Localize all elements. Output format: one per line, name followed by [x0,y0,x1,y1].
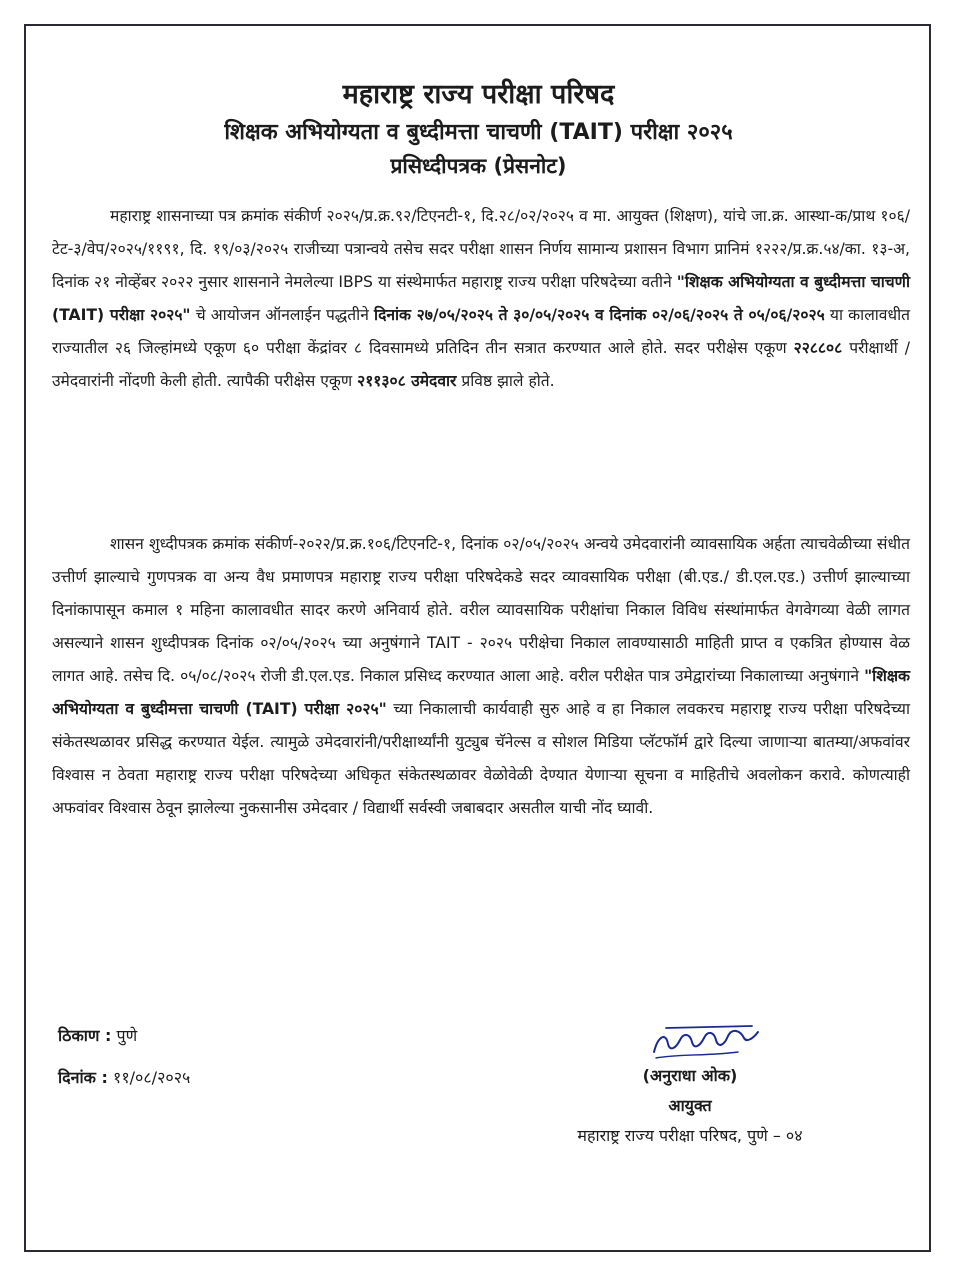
place-label: ठिकाण : [58,1026,112,1045]
signatory-name: (अनुराधा ओक) [642,1066,738,1085]
signatory-office: महाराष्ट्र राज्य परीक्षा परिषद, पुणे – ०४ [577,1126,803,1145]
para1-text-5: प्रविष्ठ झाले होते. [456,372,555,390]
document-type-title: प्रसिध्दीपत्रक (प्रेसनोट) [390,154,567,178]
date-line [58,1066,190,1088]
para1-appeared-count: २११३०८ उमेदवार [357,372,457,390]
para2-text-1: शासन शुध्दीपत्रक क्रमांक संकीर्ण-२०२२/प्र.क्र.१०६/टिएनटि-१, दिनांक ०२/०५/२०२५ अन्वये उमेदवारांनी व्यावसायिक अर्हता त्याचवेळीच्या संधीत उत्तीर्ण झाल्याचे गुणपत्रक वा अन्य वैध प्रमाणपत्र महाराष्ट्र राज्य परीक्षा परिषदेकडे सदर व्यावसायिक परीक्षा (बी.एड./ डी.एल.एड.) उत्तीर्ण झाल्याच्या दिनांकापासून कमाल १ महिना कालावधीत सादर करणे अनिवार्य होते. वरील व्यावसायिक परीक्षांचा निकाल विविध संस्थांमार्फत वेगवेगव्या वेळी लागत असल्याने शासन शुध्दीपत्रक दिनांक ०२/०५/२०२५ च्या अनुषंगाने TAIT - २०२५ परीक्षेचा निकाल लावण्यासाठी माहिती प्राप्त व एकत्रित होण्यास वेळ लागत आहे. तसेच दि. ०५/०८/२०२५ रोजी डी.एल.एड. निकाल प्रसिध्द करण्यात आला आहे. वरील परीक्षेत पात्र उमेद्वारांच्या निकालाच्या अनुषंगाने [52,535,910,685]
organization-title: महाराष्ट्र राज्य परीक्षा परिषद [342,79,615,110]
date-label: दिनांक : [58,1068,108,1087]
date-value: ११/०८/२०२५ [107,1068,191,1087]
signatory-title: आयुक्त [668,1096,712,1115]
paragraph-exam-details [52,200,910,398]
para1-text-1: महाराष्ट्र शासनाच्या पत्र क्रमांक संकीर्ण २०२५/प्र.क्र.९२/टिएनटी-१, दि.२८/०२/२०२५ व मा. आयुक्त (शिक्षण), यांचे जा.क्र. आस्था-क/प्राथ १०६/टेट-३/वेप/२०२५/११९१, दि. १९/०३/२०२५ राजीच्या पत्रान्वये तसेच सदर परीक्षा शासन निर्णय सामान्य प्रशासन विभाग प्रानिमं १२२२/प्र.क्र.५४/का. १३-अ, दिनांक २१ नोव्हेंबर २०२२ नुसार शासनाने नेमलेल्या IBPS या संस्थेमार्फत महाराष्ट्र राज्य परीक्षा परिषदेच्या वतीने [52,207,910,291]
para2-exam-name: "शिक्षक अभियोग्यता व बुध्दीमत्ता चाचणी (TAIT) परीक्षा २०२५" [52,667,910,718]
paragraph-result-status [52,528,910,825]
para1-exam-dates: दिनांक २७/०५/२०२५ ते ३०/०५/२०२५ व दिनांक ०२/०६/२०२५ ते ०५/०६/२०२५ [374,306,825,324]
para1-registered-count: २२८८०८ [793,339,843,357]
exam-title: शिक्षक अभियोग्यता व बुध्दीमत्ता चाचणी (TAIT) परीक्षा २०२५ [224,120,733,145]
para1-exam-name: "शिक्षक अभियोग्यता व बुध्दीमत्ता चाचणी (TAIT) परीक्षा २०२५" [52,273,910,324]
signature-image [648,1018,768,1062]
para1-text-2: चे आयोजन ऑनलाईन पद्धतीने [190,306,375,324]
para1-text-4: परीक्षार्थी / उमेदवारांनी नोंदणी केली होती. त्यापैकी परीक्षेस एकूण [52,339,910,390]
place-value: पुणे [111,1026,138,1045]
para1-text-3: या कालावधीत राज्यातील २६ जिल्हांमध्ये एकूण ६० परीक्षा केंद्रांवर ८ दिवसामध्ये प्रतिदिन तीन सत्रात करण्यात आले होते. सदर परीक्षेस एकूण [52,306,910,357]
place-line [58,1024,137,1046]
para2-text-2: च्या निकालाची कार्यवाही सुरु आहे व हा निकाल लवकरच महाराष्ट्र राज्य परीक्षा परिषदेच्या संकेतस्थळावर प्रसिद्ध करण्यात येईल. त्यामुळे उमेदवारांनी/परीक्षार्थ्यांनी युट्युब चॅनेल्स व सोशल मिडिया प्लॅटफॉर्म द्वारे दिल्या जाणाऱ्या बातम्या/अफवांवर विश्वास न ठेवता महाराष्ट्र राज्य परीक्षा परिषदेच्या अधिकृत संकेतस्थळावर वेळोवेळी देण्यात येणाऱ्या सूचना व माहितीचे अवलोकन करावे. कोणत्याही अफवांवर विश्वास ठेवून झालेल्या नुकसानीस उमेदवार / विद्यार्थी सर्वस्वी जबाबदार असतील याची नोंद घ्यावी. [52,700,911,817]
